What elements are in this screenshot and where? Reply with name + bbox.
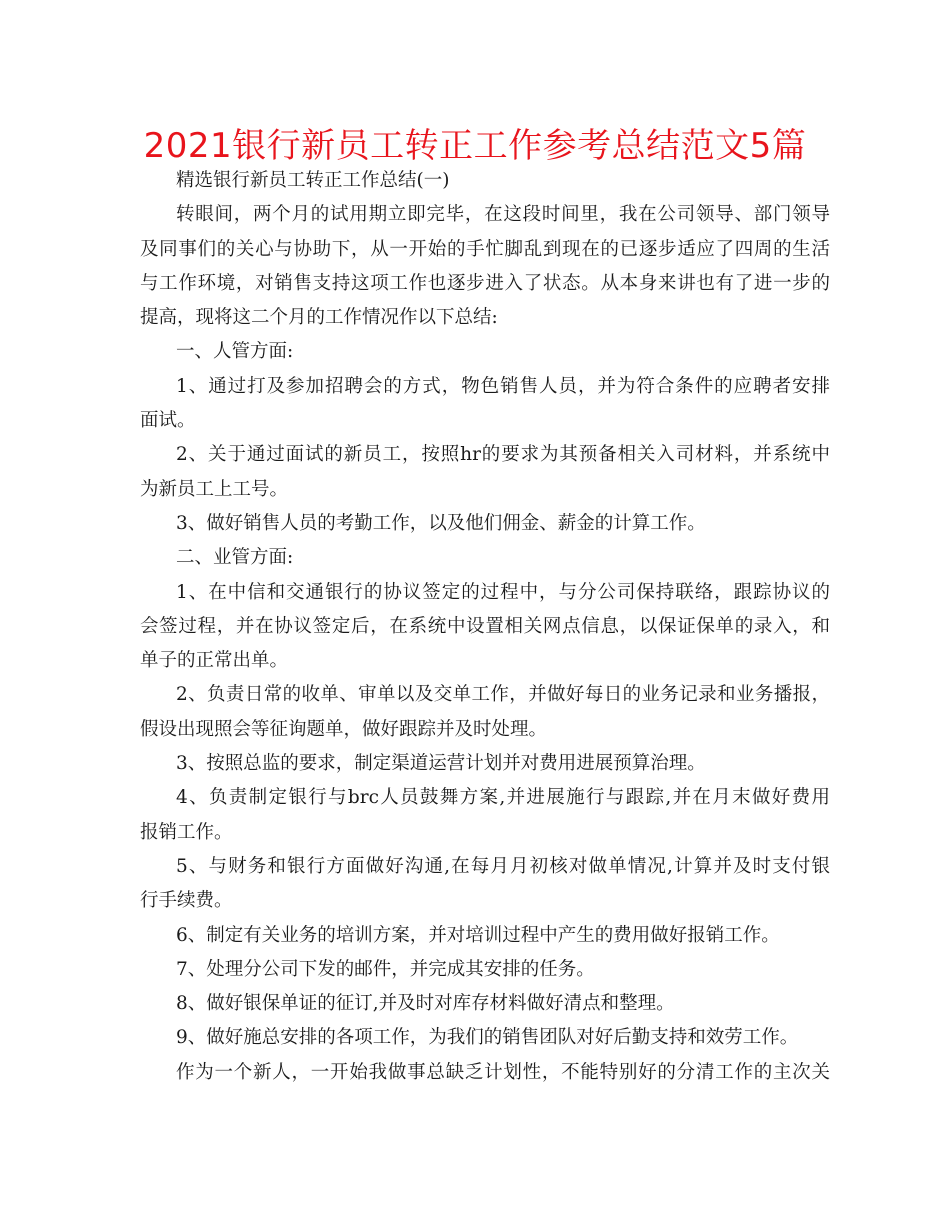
body-line: 3、按照总监的要求，制定渠道运营计划并对费用进展预算治理。 [176, 753, 706, 775]
document-body [140, 164, 830, 1090]
body-line: 9、做好施总安排的各项工作，为我们的销售团队对好后勤支持和效劳工作。 [176, 1027, 799, 1049]
body-line: 作为一个新人，一开始我做事总缺乏计划性，不能特别好的分清工作的主次关 [176, 1061, 830, 1083]
body-line: 提高，现将这二个月的工作情况作以下总结: [140, 307, 498, 329]
body-line: 2、关于通过面试的新员工，按照hr的要求为其预备相关入司材料，并系统中 [176, 444, 830, 466]
body-line: 为新员工上工号。 [140, 478, 289, 500]
body-line: 精选银行新员工转正工作总结(一) [176, 170, 450, 191]
body-line: 3、做好销售人员的考勤工作，以及他们佣金、薪金的计算工作。 [176, 512, 706, 534]
body-line: 假设出现照会等征询题单，做好跟踪并及时处理。 [140, 718, 548, 740]
body-line: 面试。 [140, 410, 196, 432]
body-line: 报销工作。 [140, 821, 233, 843]
body-line: 2、负责日常的收单、审单以及交单工作，并做好每日的业务记录和业务播报， [176, 684, 830, 706]
body-line: 4、负责制定银行与brc人员鼓舞方案,并进展施行与跟踪,并在月末做好费用 [176, 787, 830, 809]
body-line: 与工作环境，对销售支持这项工作也逐步进入了状态。从本身来讲也有了进一步的 [140, 272, 830, 294]
body-line: 5、与财务和银行方面做好沟通,在每月月初核对做单情况,计算并及时支付银 [176, 855, 830, 877]
body-line: 6、制定有关业务的培训方案，并对培训过程中产生的费用做好报销工作。 [176, 924, 780, 946]
body-line: 会签过程，并在协议签定后，在系统中设置相关网点信息，以保证保单的录入，和 [140, 615, 830, 637]
body-line: 及同事们的关心与协助下，从一开始的手忙脚乱到现在的已逐步适应了四周的生活 [140, 238, 830, 260]
body-line: 一、人管方面: [176, 341, 294, 363]
body-line: 二、业管方面: [176, 547, 294, 569]
body-line: 8、做好银保单证的征订,并及时对库存材料做好清点和整理。 [176, 993, 675, 1015]
body-line: 1、通过打及参加招聘会的方式，物色销售人员，并为符合条件的应聘者安排 [176, 375, 830, 397]
body-line: 单子的正常出单。 [140, 650, 289, 672]
body-line: 7、处理分公司下发的邮件，并完成其安排的任务。 [176, 958, 595, 980]
body-line: 行手续费。 [140, 890, 233, 912]
body-line: 转眼间，两个月的试用期立即完毕，在这段时间里，我在公司领导、部门领导 [176, 204, 830, 226]
document-title: 2021银行新员工转正工作参考总结范文5篇 [143, 126, 807, 166]
body-line: 1、在中信和交通银行的协议签定的过程中，与分公司保持联络，跟踪协议的 [176, 581, 830, 603]
